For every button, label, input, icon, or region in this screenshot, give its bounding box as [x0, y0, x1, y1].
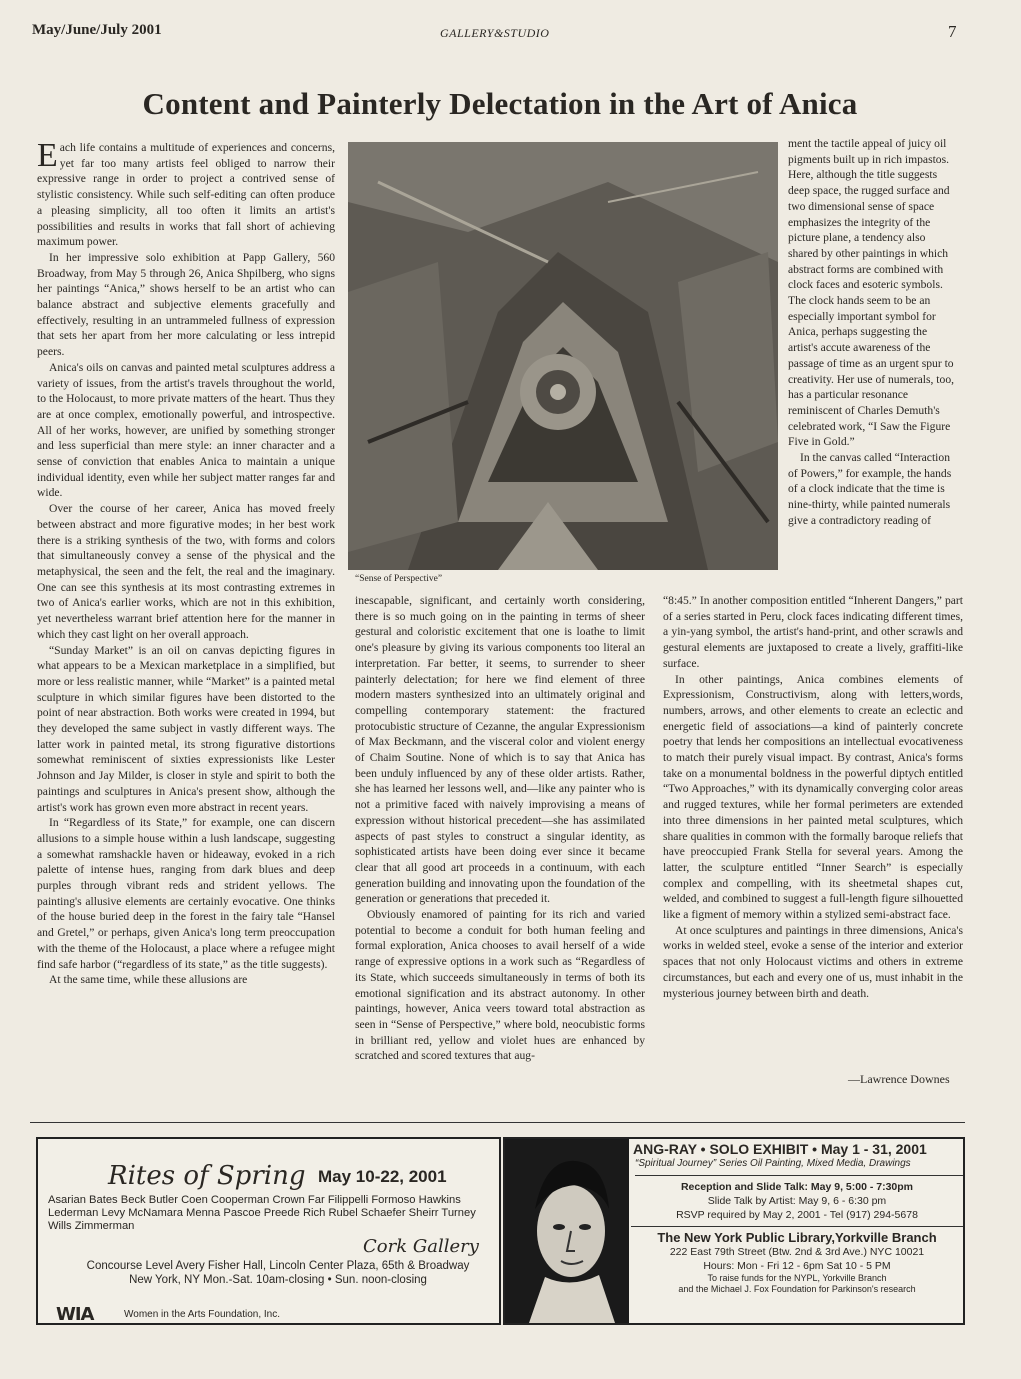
painting-caption: “Sense of Perspective”	[355, 574, 443, 584]
article-column-3-top	[788, 136, 958, 596]
paragraph: Each life contains a multitude of experiences and concerns, yet far too many artists feel obliged to narrow their expressive range in order to project a contrived sense of stylistic consistency. While such self-editing can often produce a pleasing simplicity, all too often it limits an artist's possibilities and results in works that fall short of achieving maximum power.	[37, 140, 335, 249]
library-info: The New York Public Library,Yorkville Branch 222 East 79th Street (Btw. 2nd & 3rd Ave.) NYC 10021 Hours: Mon - Fri 12 - 6pm Sat 10 - 5 PM To raise funds for the NYPL, Yorkville Branch and the Michael J. Fox Foundation for Parkinson's research	[631, 1226, 963, 1299]
paragraph: In “Regardless of its State,” for example, one can discern allusions to a simple house within a lush landscape, suggesting a somewhat ramshackle haven or hideaway, evoked in a rich palette of intense hues, ranging from dark blues and deep purples through vibrant reds and strident yellows. The painting's allusive elements are certainly evocative. One thinks of the house buried deep in the forest in the fairy tale “Hansel and Gretel,” or perhaps, given Anica's long term preoccupation with the theme of the Holocaust, a place where a refugee might find safe harbor (“regardless of its state,” as the title suggests).	[37, 816, 335, 971]
paragraph: Obviously enamored of painting for its rich and varied potential to become a conduit for both human feeling and formal exploration, Anica chooses to avail herself of a wide range of expressive options in a work such as “Regardless of its State, which succeeds simultaneously in terms of both its emotional signification and its abstract autonomy. In other paintings, however, Anica veers toward total abstraction as seen in “Sense of Perspective,” where bold, neocubistic forms in brilliant red, yellow and violet hues are enhanced by scratched and scored textures that aug-	[355, 908, 645, 1063]
paragraph: At the same time, while these allusions are	[49, 973, 248, 987]
paragraph: In her impressive solo exhibition at Papp Gallery, 560 Broadway, from May 5 through 26, Anica Shpilberg, who signs her paintings “Anica,” shows herself to be an artist who can balance abstract and subjective elements gracefully and effectively, resulting in an untrammeled fullness of expression that sets her apart from her more calculating or less intrepid peers.	[37, 250, 335, 359]
paragraph: “8:45.” In another composition entitled “Inherent Dangers,” part of a series started in Peru, clock faces indicating different times, a yin-yang symbol, the artist's hand-print, and other scrawls and gestural elements are juxtaposed to create a lively, graffiti-like surface.	[663, 594, 963, 670]
ad-address: Concourse Level Avery Fisher Hall, Lincoln Center Plaza, 65th & Broadway New York, NY Mon.-Sat. 10am-closing • Sun. noon-closing	[86, 1260, 470, 1286]
paragraph: Anica's oils on canvas and painted metal sculptures address a variety of issues, from the artist's travels throughout the world, to the Holocaust, to more private matters of the heart. Thus they are at once complex, emotionally powerful, and introspective. All of her works, however, are unified by something stronger and less superficial than mere style: an inner character and a sense of conviction that enables Anica to maintain a unique individual identity, even while her subject matter ranges far and wide.	[37, 360, 335, 500]
exhibit-title: ANG-RAY • SOLO EXHIBIT • May 1 - 31, 2001	[633, 1141, 927, 1157]
paragraph: In the canvas called “Interaction of Powers,” for example, the hands of a clock indicate that the time is nine-thirty, while painted numerals give a contradictory reading of	[788, 451, 952, 527]
paragraph: inescapable, significant, and certainly worth considering, there is so much going on in the painting in terms of sheer gestural and coloristic excitement that one is loathe to limit one's pleasure by giving its various components too literal an interpretation. Far better, it seems, to surrender to sheer painterly delectation; for here we find element of three modern masters synthesized into an ultimately original and compelling contemporary statement: the fractured protocubistic structure of Cezanne, the angular Expressionism of Max Beckmann, and the visceral color and violent energy of Chaim Soutine. None of which is to say that Anica has been unduly influenced by any of these older artists. Rather, she has learned her lessons well, and—like any painter who is not a primitive faced with naively improvising a means of expression without historical precedent—she has assimilated aspects of past styles to construct a singular identity, as sophisticated artists have been doing ever since it became clear that all good art proceeds in a continuum, with each generation building and innovating upon the foundation of the generation or generations that preceded it.	[355, 594, 645, 906]
page-number: 7	[948, 22, 957, 41]
drop-cap: E	[37, 140, 58, 174]
ad-gallery-name: Cork Gallery	[363, 1236, 479, 1257]
issue-date: May/June/July 2001	[32, 22, 162, 38]
paragraph: At once sculptures and paintings in three dimensions, Anica's works in welded steel, evoke a sense of the interior and exterior spaces that not only Holocaust victims and others in extreme circumstances, but each and every one of us, must inhabit in the mysterious journey between birth and death.	[663, 923, 963, 1000]
author-byline: —Lawrence Downes	[848, 1072, 950, 1086]
exhibit-subtitle: “Spiritual Journey” Series Oil Painting, Mixed Media, Drawings	[635, 1158, 963, 1176]
exhibit-details	[631, 1139, 963, 1299]
wia-logo: WIA	[56, 1304, 94, 1325]
article-column-1	[37, 140, 335, 1120]
ad-dates: May 10-22, 2001	[318, 1167, 447, 1186]
section-divider	[30, 1122, 965, 1123]
portrait-image	[505, 1139, 629, 1323]
paragraph: Over the course of her career, Anica has moved freely between abstract and more figurative modes; in her best work there is a striking synthesis of the two, with forms and colors that simultaneously convey a sense of the physical and the metaphysical, the seen and the felt, the real and the imaginary. One can see this synthesis at its most contrasting extremes in two of Anica's earlier works, which are not in this exhibition, yet nevertheless warrant brief attention here for the manner in which they cast light on her overall approach.	[37, 502, 335, 641]
painting-sense-of-perspective	[348, 142, 778, 570]
reception-info: Reception and Slide Talk: May 9, 5:00 - 7:30pm Slide Talk by Artist: May 9, 6 - 6:30 pm RSVP required by May 2, 2001 - Tel (917) 294-5678	[676, 1181, 918, 1221]
artist-portrait	[505, 1139, 629, 1323]
ad-artist-list: Asarian Bates Beck Butler Coen Cooperman Crown Far Filippelli Formoso Hawkins Lederman Levy McNamara Menna Pascoe Preede Rich Rubel Schaefer Sheirr Turney Wills Zimmerman	[48, 1194, 476, 1232]
paragraph: “Sunday Market” is an oil on canvas depicting figures in what appears to be a Mexican marketplace in a simplified, but more or less realistic manner, while “Market” is a painted metal sculpture in which similar figures have been distorted to the point of near abstraction. Both works were created in 1994, but they developed the same subject in vastly different ways. The latter work in painted metal, its strong figurative distortions somewhat reminiscent of sixties expressionists like Lester Johnson and Jay Milder, is closer in style and spirit to both the paintings and sculptures in Anica's present show, although the artist's work has grown even more abstract in recent years.	[37, 643, 335, 814]
publication-name: GALLERY&STUDIO	[440, 26, 550, 40]
ad-organization: Women in the Arts Foundation, Inc.	[124, 1309, 281, 1320]
rites-of-spring-ad	[36, 1137, 501, 1325]
paragraph: In other paintings, Anica combines elements of Expressionism, Constructivism, along with letters,words, numbers, arrows, and other elements to create an eclectic and energetic field of associations—a kind of painterly concrete poetry that lends her compositions an intellectual evocativeness to match their purely visual impact. By contrast, Anica's forms take on a monumental boldness in the powerful diptych entitled “Two Approaches,” with its dynamically converging color areas and rugged textures, while her formal perimeters are extended into three dimensions in her painted metal sculptures, which share qualities in common with the formally baroque reliefs that have preoccupied Frank Stella for several years. Among the latter, the sculpture entitled “Inner Search” is especially complex and compelling, with its sheetmetal shapes cut, welded, and combined to suggest a full-length figure silhouetted like a figment of memory within a stylized semi-abstract face.	[663, 672, 963, 922]
ang-ray-exhibit-ad	[503, 1137, 965, 1325]
article-headline: Content and Painterly Delectation in the Art of Anica	[142, 86, 858, 121]
paragraph: ment the tactile appeal of juicy oil pigments built up in rich impastos. Here, although the title suggests deep space, the rugged surface and two dimensional sense of space emphasizes the integrity of the picture plane, a tendency also shared by other paintings in which abstract forms are combined with clock faces and esoteric symbols. The clock hands seem to be an especially important symbol for Anica, perhaps suggesting the artist's accute awareness of the passage of time as an urgent spur to creativity. Her use of numerals, too, has a particular resonance reminiscent of Charles Demuth's celebrated work, “I Saw the Figure Five in Gold.”	[788, 137, 955, 449]
article-column-2	[355, 593, 645, 1118]
ad-title: Rites of Spring	[108, 1161, 306, 1191]
painting-image	[348, 142, 778, 570]
article-column-3	[663, 593, 963, 1093]
